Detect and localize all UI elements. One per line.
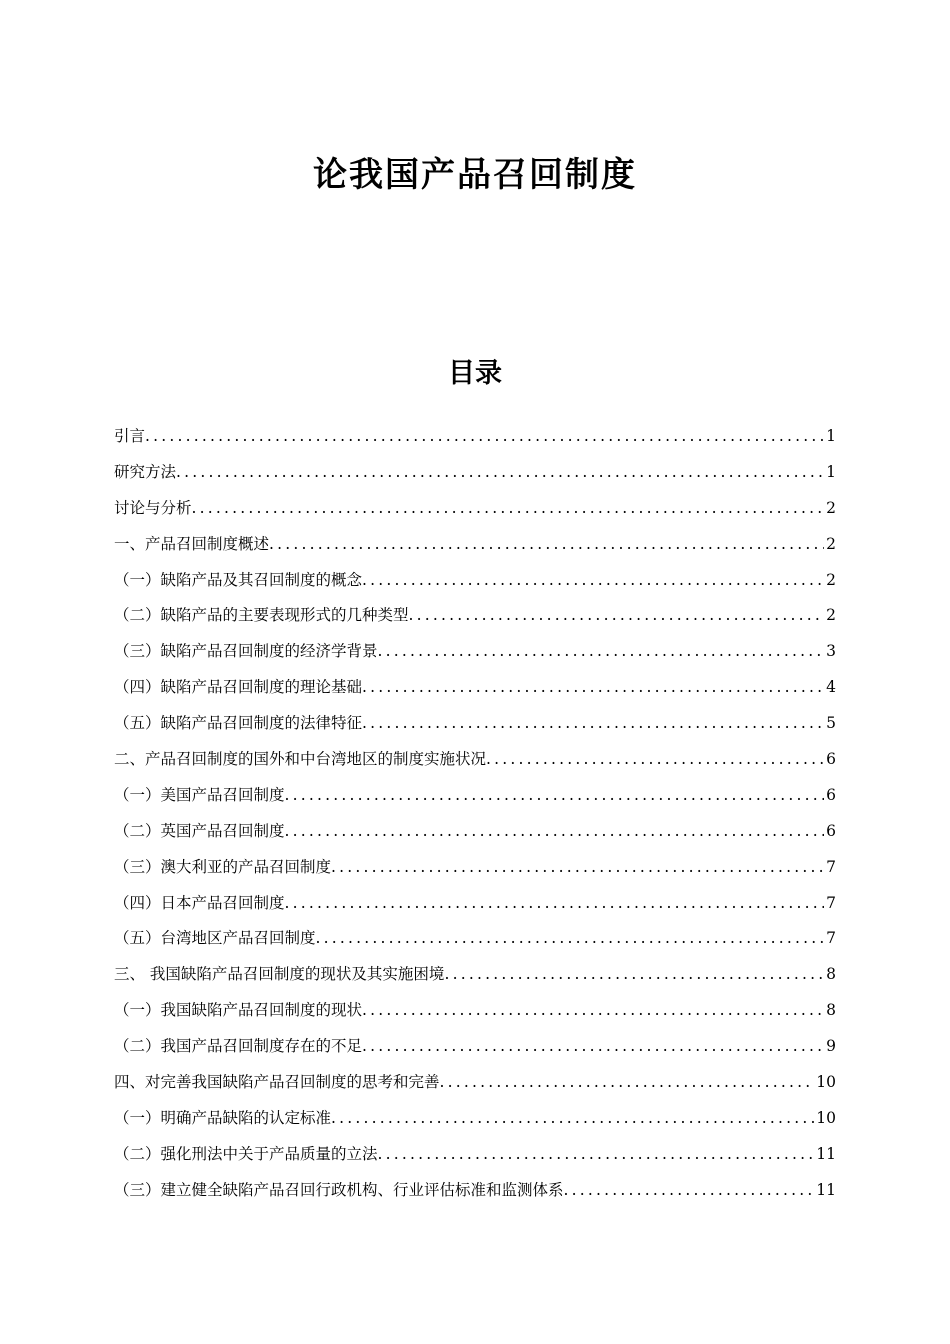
toc-page-number: 7 [826,929,836,948]
toc-dot-leader [362,563,824,599]
toc-page-number: 8 [826,965,836,984]
toc-entry[interactable] [114,634,836,670]
toc-entry[interactable] [114,563,836,599]
toc-dot-leader [331,850,824,886]
toc-entry[interactable] [114,957,836,993]
toc-page-number: 10 [816,1108,836,1127]
toc-entry-text: 引言 [114,427,146,445]
toc-dot-leader [316,921,825,957]
toc-dot-leader [362,1029,824,1065]
toc-dot-leader [192,491,825,527]
toc-entry-text: （五）台湾地区产品召回制度 [114,929,316,948]
toc-entry-text: （一）美国产品召回制度 [114,785,285,804]
toc-entry[interactable] [114,1029,836,1065]
toc-entry-text: 讨论与分析 [114,498,192,517]
toc-entry-text: （四）缺陷产品召回制度的理论基础 [114,678,363,697]
toc-dot-leader [362,706,824,742]
toc-entry[interactable] [114,670,836,706]
toc-page-number: 2 [826,534,836,553]
toc-entry-text: （一）我国缺陷产品召回制度的现状 [114,1001,363,1020]
toc-entry[interactable] [114,993,836,1029]
toc-entry-text: （四）日本产品召回制度 [114,893,285,912]
toc-entry-text: 一、产品召回制度概述 [114,534,270,553]
toc-page-number: 6 [826,750,836,769]
toc-page-number: 7 [826,857,836,876]
toc-entry-text: 二、产品召回制度的国外和中台湾地区的制度实施状况 [114,750,487,769]
toc-dot-leader [269,527,824,563]
toc-page-number: 1 [826,427,836,445]
toc-entry[interactable] [114,778,836,814]
toc-entry-text: （三）缺陷产品召回制度的经济学背景 [114,642,378,661]
toc-entry-text: （二）英国产品召回制度 [114,821,285,840]
toc-entry-text: （三）澳大利亚的产品召回制度 [114,857,332,876]
toc-dot-leader [486,742,824,778]
toc-entry-text: （二）强化刑法中关于产品质量的立法 [114,1144,378,1163]
toc-entry[interactable] [114,886,836,922]
toc-entry[interactable] [114,1101,836,1137]
toc-page-number: 11 [816,1180,836,1199]
table-of-contents [114,419,836,1209]
toc-dot-leader [285,814,825,850]
toc-heading: 目录 [448,358,502,389]
toc-dot-leader [440,1065,815,1101]
toc-dot-leader [331,1101,814,1137]
toc-page-number: 5 [826,714,836,733]
toc-entry-text: （二）缺陷产品的主要表现形式的几种类型 [114,606,409,625]
toc-dot-leader [409,598,825,634]
toc-entry-text: （三）建立健全缺陷产品召回行政机构、行业评估标准和监测体系 [114,1180,564,1199]
toc-page-number: 1 [826,462,836,481]
toc-page-number: 11 [816,1144,836,1163]
toc-entry-text: 研究方法 [114,462,177,481]
toc-page-number: 8 [826,1001,836,1020]
toc-page-number: 2 [826,498,836,517]
toc-dot-leader [285,886,825,922]
toc-entry[interactable] [114,491,836,527]
toc-entry[interactable] [114,527,836,563]
toc-entry[interactable] [114,921,836,957]
toc-page-number: 4 [826,678,836,697]
toc-entry-text: 四、对完善我国缺陷产品召回制度的思考和完善 [114,1073,440,1092]
toc-entry[interactable] [114,455,836,491]
document-title: 论我国产品召回制度 [313,155,637,195]
toc-entry[interactable] [114,814,836,850]
toc-dot-leader [362,670,824,706]
toc-entry-text: （二）我国产品召回制度存在的不足 [114,1037,363,1056]
toc-page-number: 3 [826,642,836,661]
toc-page-number: 9 [826,1037,836,1056]
toc-entry[interactable] [114,1065,836,1101]
toc-page-number: 7 [826,893,836,912]
toc-page-number: 2 [826,606,836,625]
toc-entry[interactable] [114,1173,836,1209]
toc-dot-leader [285,778,825,814]
toc-entry-text: 三、 我国缺陷产品召回制度的现状及其实施困境 [114,965,445,984]
toc-dot-leader [378,634,825,670]
toc-entry[interactable] [114,850,836,886]
toc-page-number: 10 [816,1073,836,1092]
toc-entry[interactable] [114,419,836,455]
toc-entry[interactable] [114,598,836,634]
toc-dot-leader [176,455,824,491]
toc-entry-text: （一）缺陷产品及其召回制度的概念 [114,570,363,589]
toc-entry[interactable] [114,1137,836,1173]
toc-entry-text: （五）缺陷产品召回制度的法律特征 [114,714,363,733]
toc-dot-leader [145,419,824,455]
toc-entry[interactable] [114,706,836,742]
toc-page-number: 6 [826,821,836,840]
toc-dot-leader [378,1137,815,1173]
toc-dot-leader [444,957,824,993]
toc-entry[interactable] [114,742,836,778]
toc-page-number: 2 [826,570,836,589]
toc-entry-text: （一）明确产品缺陷的认定标准 [114,1108,332,1127]
toc-dot-leader [362,993,824,1029]
toc-page-number: 6 [826,785,836,804]
toc-dot-leader [564,1173,815,1209]
